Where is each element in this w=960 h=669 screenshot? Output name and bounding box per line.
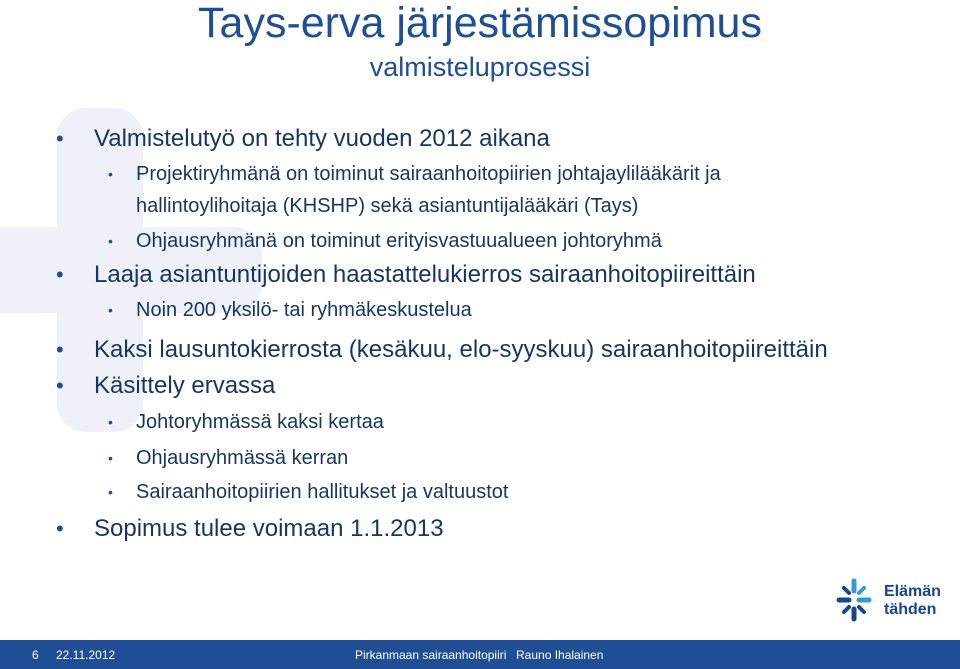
sub-bullet-text: Johtoryhmässä kaksi kertaa: [136, 411, 384, 433]
page-number: 6: [32, 648, 39, 662]
bullet-marker: •: [56, 516, 64, 541]
sub-bullet-text: Noin 200 yksilö- tai ryhmäkeskustelua: [136, 299, 472, 321]
bullet-text: Sopimus tulee voimaan 1.1.2013: [94, 515, 444, 542]
bullet-marker: •: [56, 373, 64, 398]
bullet-marker: •: [56, 126, 64, 151]
bullet-marker: •: [56, 262, 64, 287]
slide-subtitle: valmisteluprosessi: [369, 52, 591, 82]
sub-bullet-marker: •: [108, 302, 113, 318]
sub-bullet-text: hallintoylihoitaja (KHSHP) sekä asiantuntijalääkäri (Tays): [136, 195, 639, 217]
sub-bullet-marker: •: [108, 414, 113, 430]
footer-bar: [0, 640, 960, 669]
logo-text-line1: Elämän: [884, 583, 941, 600]
footer-organization: Pirkanmaan sairaanhoitopiiri: [355, 648, 507, 662]
slide-title: Tays-erva järjestämissopimus: [198, 0, 762, 47]
sub-bullet-marker: •: [108, 233, 113, 249]
sub-bullet-text: Ohjausryhmänä on toiminut erityisvastuualueen johtoryhmä: [136, 230, 662, 252]
bullet-text: Kaksi lausuntokierrosta (kesäkuu, elo-syyskuu) sairaanhoitopiireittäin: [94, 336, 828, 363]
footer-date: 22.11.2012: [56, 648, 116, 662]
sub-bullet-text: Sairaanhoitopiirien hallitukset ja valtuustot: [136, 481, 509, 503]
bullet-marker: •: [56, 337, 64, 362]
sub-bullet-marker: •: [108, 484, 113, 500]
logo-text-line2: tähden: [884, 601, 937, 618]
footer-author: Rauno Ihalainen: [516, 648, 604, 662]
sub-bullet-text: Ohjausryhmässä kerran: [136, 447, 349, 469]
bullet-text: Valmistelutyö on tehty vuoden 2012 aikana: [94, 125, 550, 152]
bullet-text: Käsittely ervassa: [94, 372, 276, 399]
sub-bullet-text: Projektiryhmänä on toiminut sairaanhoitopiirien johtajaylilääkärit ja: [136, 163, 721, 185]
sub-bullet-marker: •: [108, 166, 113, 182]
bullet-text: Laaja asiantuntijoiden haastattelukierros sairaanhoitopiireittäin: [94, 261, 756, 288]
sub-bullet-marker: •: [108, 450, 113, 466]
